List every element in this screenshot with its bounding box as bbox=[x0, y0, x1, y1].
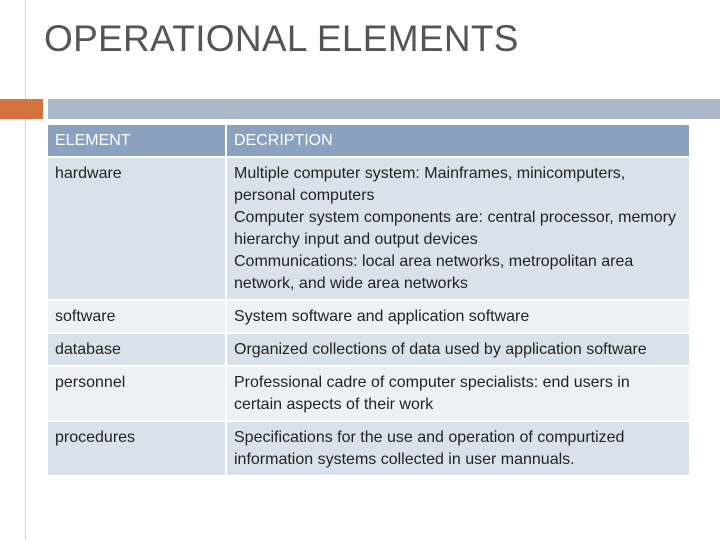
element-cell: personnel bbox=[48, 366, 226, 421]
header-element: ELEMENT bbox=[48, 125, 226, 157]
table-row bbox=[48, 300, 690, 333]
description-cell bbox=[226, 421, 690, 476]
element-cell: software bbox=[48, 300, 226, 333]
slide-title: OPERATIONAL ELEMENTS bbox=[44, 18, 519, 59]
description-cell bbox=[226, 300, 690, 333]
left-margin-line bbox=[25, 0, 26, 540]
table-header-row bbox=[48, 125, 690, 157]
element-cell: procedures bbox=[48, 421, 226, 476]
description-cell bbox=[226, 157, 690, 300]
accent-bar bbox=[0, 99, 43, 119]
element-cell: database bbox=[48, 333, 226, 366]
description-cell bbox=[226, 333, 690, 366]
description-line: Professional cadre of computer specialists: end users in certain aspects of their work bbox=[234, 374, 630, 413]
table-row bbox=[48, 366, 690, 421]
description-line: Communications: local area networks, metropolitan area network, and wide area networks bbox=[234, 253, 634, 292]
element-cell: hardware bbox=[48, 157, 226, 300]
description-line: Multiple computer system: Mainframes, minicomputers, personal computers bbox=[234, 165, 626, 204]
description-cell bbox=[226, 366, 690, 421]
title-rule-bar bbox=[48, 99, 720, 119]
table-row bbox=[48, 157, 690, 300]
table-row bbox=[48, 333, 690, 366]
description-line: Organized collections of data used by application software bbox=[234, 341, 647, 358]
description-line: Specifications for the use and operation of compurtized information systems collected in user mannuals. bbox=[234, 429, 625, 468]
table-body bbox=[48, 157, 690, 476]
description-line: Computer system components are: central processor, memory hierarchy input and output devices bbox=[234, 209, 676, 248]
table-row bbox=[48, 421, 690, 476]
operational-elements-table bbox=[48, 125, 691, 477]
header-description: DECRIPTION bbox=[226, 125, 690, 157]
description-line: System software and application software bbox=[234, 308, 530, 325]
